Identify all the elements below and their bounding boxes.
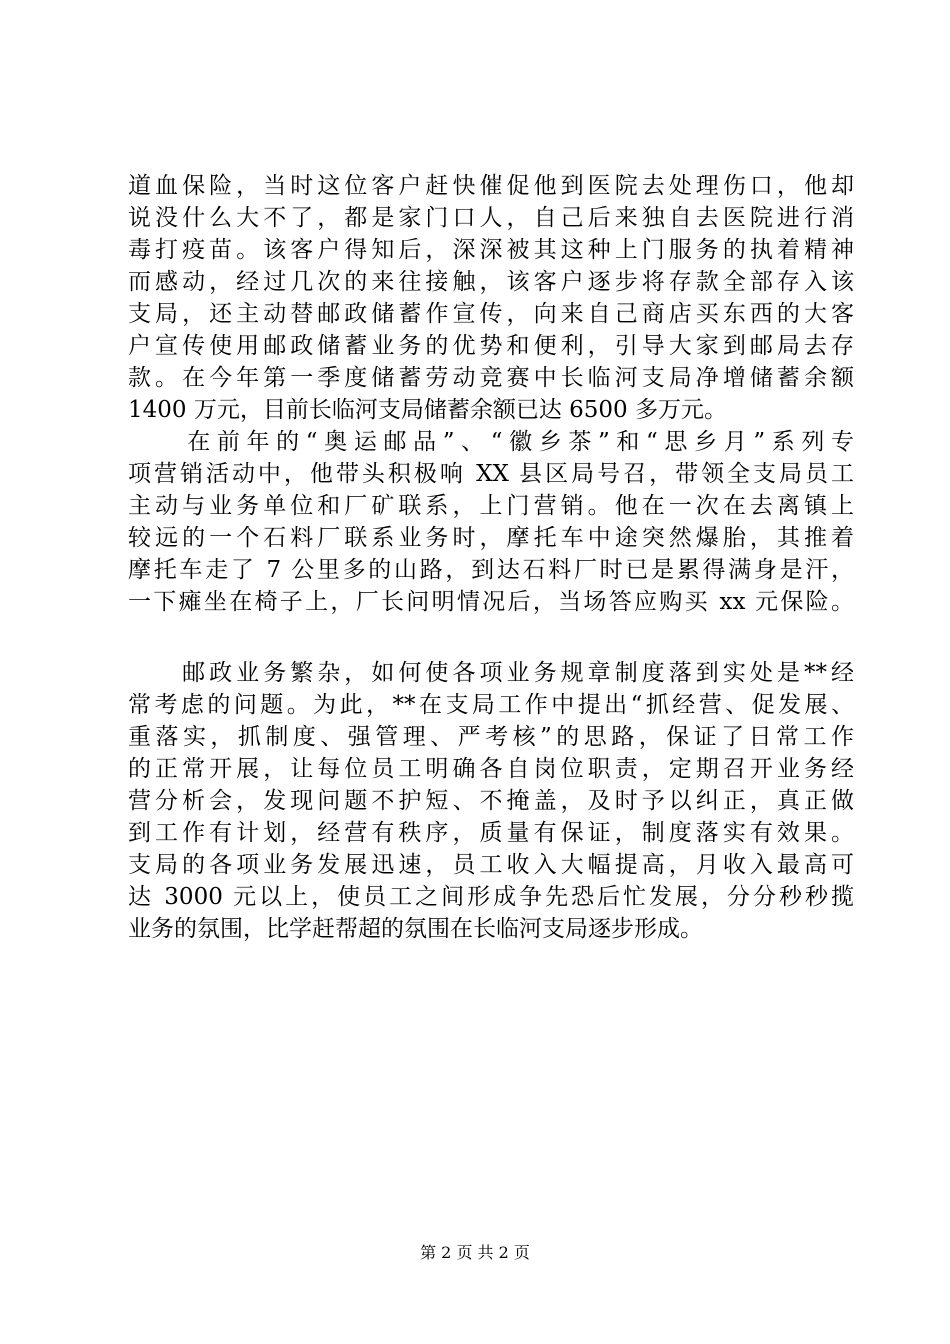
text-line: 说没什么大不了，都是家门口人，自己后来独自去医院进行消 — [128, 205, 854, 231]
text-line: 业务的氛围，比学赶帮超的氛围在长临河支局逐步形成。 — [128, 916, 703, 942]
text-line: 1400 万元，目前长临河支局储蓄余额已达 6500 多万元。 — [128, 397, 727, 423]
text-line: 主动与业务单位和厂矿联系，上门营销。他在一次在去离镇上 — [128, 493, 854, 519]
text-line: 一下瘫坐在椅子上，厂长问明情况后，当场答应购买 xx 元保险。 — [128, 589, 854, 615]
paragraph-1 — [128, 170, 854, 426]
text-line: 项营销活动中，他带头积极响 XX 县区局号召，带领全支局员工 — [128, 461, 854, 487]
paragraph-spacer — [128, 618, 854, 657]
text-line: 重落实，抓制度、强管理、严考核”的思路，保证了日常工作 — [128, 724, 854, 750]
text-line: 支局，还主动替邮政储蓄作宣传，向来自己商店买东西的大客 — [128, 301, 854, 327]
text-line: 在前年的“奥运邮品”、“徽乡茶”和“思乡月”系列专 — [128, 429, 854, 455]
page-footer — [0, 1243, 950, 1263]
text-line: 邮政业务繁杂，如何使各项业务规章制度落到实处是**经 — [128, 660, 854, 686]
text-line: 到工作有计划，经营有秩序，质量有保证，制度落实有效果。 — [128, 820, 854, 846]
text-line: 的正常开展，让每位员工明确各自岗位职责，定期召开业务经 — [128, 756, 854, 782]
text-line: 道血保险，当时这位客户赶快催促他到医院去处理伤口，他却 — [128, 173, 854, 199]
text-line: 支局的各项业务发展迅速，员工收入大幅提高，月收入最高可 — [128, 852, 854, 878]
text-line: 较远的一个石料厂联系业务时，摩托车中途突然爆胎，其推着 — [128, 525, 854, 551]
text-line: 而感动，经过几次的来往接触，该客户逐步将存款全部存入该 — [128, 269, 854, 295]
text-line: 达 3000 元以上，使员工之间形成争先恐后忙发展，分分秒秒揽 — [128, 884, 854, 910]
text-line: 毒打疫苗。该客户得知后，深深被其这种上门服务的执着精神 — [128, 237, 854, 263]
text-line: 营分析会，发现问题不护短、不掩盖，及时予以纠正，真正做 — [128, 788, 854, 814]
text-line: 摩托车走了 7 公里多的山路，到达石料厂时已是累得满身是汗， — [128, 557, 854, 583]
paragraph-3 — [128, 657, 854, 945]
text-line: 款。在今年第一季度储蓄劳动竞赛中长临河支局净增储蓄余额 — [128, 365, 854, 391]
text-line: 户宣传使用邮政储蓄业务的优势和便利，引导大家到邮局去存 — [128, 333, 854, 359]
document-body — [128, 170, 854, 945]
text-line: 常考虑的问题。为此，**在支局工作中提出“抓经营、促发展、 — [128, 692, 854, 718]
paragraph-2 — [128, 426, 854, 618]
page-number: 第 2 页 共 2 页 — [420, 1243, 530, 1262]
